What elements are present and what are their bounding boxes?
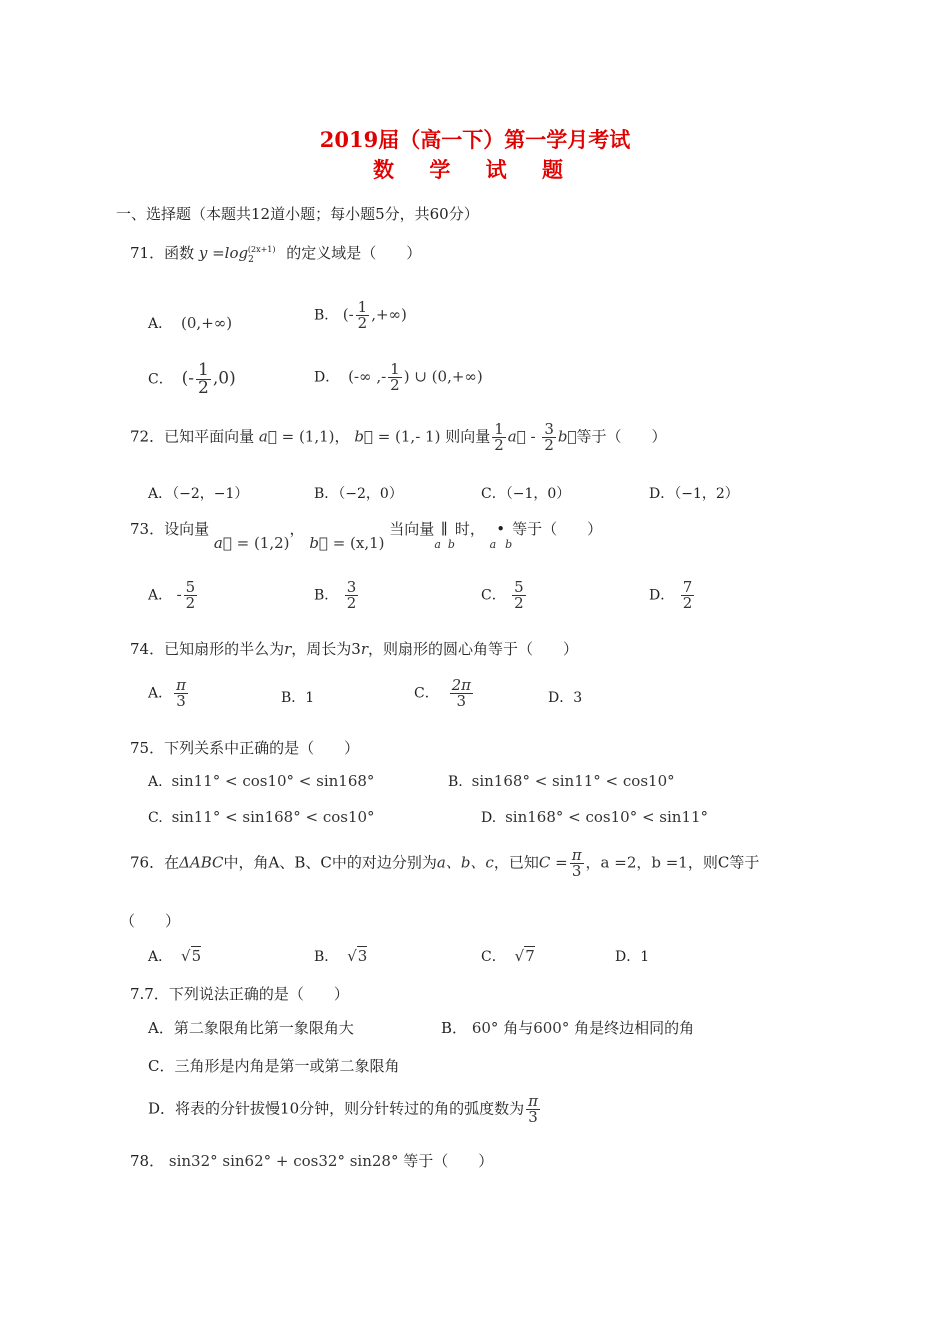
option-73d[interactable]: D． $\frac{7}{2}$ [649, 578, 693, 612]
option-74d[interactable]: D．3 [548, 690, 583, 706]
option-76c[interactable]: C． √7 [481, 947, 535, 965]
option-73c[interactable]: C． $\frac{5}{2}$ [481, 578, 524, 612]
option-77d[interactable]: D．将表的分针拔慢10分钟，则分针转过的角的弧度数为 $\frac{\pi}{3}$ [148, 1092, 538, 1126]
question-78: 78． sin32° sin62° + cos32° sin28° 等于（ ） [130, 1152, 494, 1170]
option-73b[interactable]: B． $\frac{3}{2}$ [314, 578, 357, 612]
option-77b[interactable]: B． 60° 角与600° 角是终边相同的角 [441, 1019, 695, 1037]
option-75d[interactable]: D. sin168° < cos10° < sin11° [481, 808, 709, 826]
option-71a[interactable]: A． (0,+∞) [148, 314, 233, 332]
question-73: 73．设向量 a⃗ = (1,2)， b⃗ = (x,1) 当向量$_a\parallel_b$时， $_a•_b$等于（ ） [130, 520, 603, 552]
option-73a[interactable]: A． - $\frac{5}{2}$ [148, 578, 196, 612]
option-76d[interactable]: D．1 [615, 949, 650, 965]
option-71b[interactable]: B． (- $\frac{1}{2}$ ,+∞) [314, 298, 407, 332]
question-77: 7.7．下列说法正确的是（ ） [130, 985, 349, 1003]
question-72: 72．已知平面向量 a⃗ = (1,1)， b⃗ = (1,- 1) 则向量 $\frac{1}{2}$ a⃗ - $\frac{3}{2}$ b⃗等于（ ） [130, 420, 667, 454]
option-74a[interactable]: A． $\frac{\pi}{3}$ [148, 676, 186, 710]
option-72d[interactable]: D．（−1，2） [649, 486, 739, 502]
option-72c[interactable]: C．（−1，0） [481, 486, 571, 502]
question-75: 75．下列关系中正确的是（ ） [130, 739, 360, 757]
option-75c[interactable]: C. sin11° < sin168° < cos10° [148, 808, 375, 826]
option-75a[interactable]: A. sin11° < cos10° < sin168° [148, 772, 375, 790]
exam-title: 2019届（高一下）第一学月考试 [319, 127, 631, 152]
option-71d[interactable]: D． (-∞ ,- $\frac{1}{2}$ ) ∪ (0,+∞) [314, 360, 483, 394]
option-74c[interactable]: C． $\frac{2\pi}{3}$ [414, 676, 472, 710]
option-77a[interactable]: A．第二象限角比第一象限角大 [148, 1019, 354, 1037]
option-76b[interactable]: B． √3 [314, 947, 368, 965]
question-76-paren: （ ） [120, 912, 181, 930]
section-heading: 一、选择题（本题共12道小题；每小题5分，共60分） [116, 205, 479, 223]
option-72a[interactable]: A．（−2，−1） [148, 486, 249, 502]
option-75b[interactable]: B. sin168° < sin11° < cos10° [448, 772, 675, 790]
question-71: 71．函数 $y =\log_2^{(2x+1)}$ 的定义域是（ ） [130, 244, 422, 265]
question-76: 76．在ΔABC中，角A、B、C中的对边分别为a、b、c，已知C = $\frac{\pi}{3}$ ，a =2，b =1，则C等于 [130, 846, 760, 880]
question-74: 74．已知扇形的半么为r，周长为3r，则扇形的圆心角等于（ ） [130, 640, 578, 658]
option-74b[interactable]: B．1 [281, 690, 315, 706]
exam-subtitle: 数 学 试 题 [373, 157, 577, 182]
option-71c[interactable]: C． (- $\frac{1}{2}$ ,0) [148, 360, 236, 398]
option-76a[interactable]: A． √5 [148, 947, 202, 965]
option-77c[interactable]: C．三角形是内角是第一或第二象限角 [148, 1057, 400, 1075]
option-72b[interactable]: B．（−2，0） [314, 486, 403, 502]
